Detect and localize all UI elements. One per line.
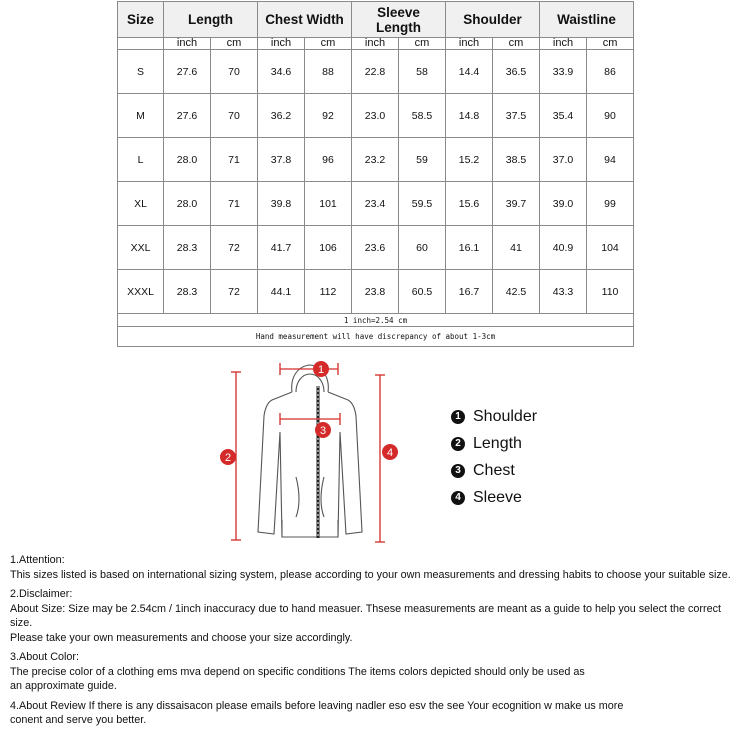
table-row <box>118 94 634 138</box>
table-cell: 35.4 <box>540 94 587 138</box>
legend-number: 3 <box>451 464 465 478</box>
note-disclaimer <box>10 587 745 645</box>
measurement-legend <box>451 403 537 511</box>
legend-number: 2 <box>451 437 465 451</box>
table-cell: 39.7 <box>493 182 540 226</box>
table-cell: 42.5 <box>493 270 540 314</box>
table-row <box>118 182 634 226</box>
table-cell: 23.6 <box>352 226 399 270</box>
table-cell: 39.0 <box>540 182 587 226</box>
table-cell: 28.3 <box>164 226 211 270</box>
table-cell: 15.6 <box>446 182 493 226</box>
note-line: 2.Disclaimer: <box>10 588 73 600</box>
table-cell: 96 <box>305 138 352 182</box>
table-cell: 15.2 <box>446 138 493 182</box>
size-cell: M <box>118 94 164 138</box>
table-cell: 28.0 <box>164 182 211 226</box>
table-cell: 28.3 <box>164 270 211 314</box>
table-cell: 58 <box>399 50 446 94</box>
table-cell: 23.0 <box>352 94 399 138</box>
table-cell: 37.0 <box>540 138 587 182</box>
table-cell: 38.5 <box>493 138 540 182</box>
table-cell: 28.0 <box>164 138 211 182</box>
table-cell: 104 <box>587 226 634 270</box>
legend-item-length <box>451 430 537 457</box>
table-cell: 60 <box>399 226 446 270</box>
note-line: Please take your own measurements and choose your size accordingly. <box>10 631 353 644</box>
measure-note: Hand measurement will have discrepancy of about 1-3cm <box>118 327 634 347</box>
unit-cell: cm <box>211 38 258 50</box>
units-blank <box>118 38 164 50</box>
measure-lines <box>231 363 385 542</box>
header-sleeve-length: Sleeve Length <box>352 2 446 38</box>
legend-label: Shoulder <box>473 407 538 425</box>
size-cell: S <box>118 50 164 94</box>
table-cell: 99 <box>587 182 634 226</box>
note-line: 3.About Color: <box>10 651 80 663</box>
table-cell: 16.7 <box>446 270 493 314</box>
table-cell: 41.7 <box>258 226 305 270</box>
legend-item-shoulder <box>451 403 537 430</box>
legend-item-sleeve <box>451 484 537 511</box>
legend-number: 4 <box>451 491 465 505</box>
legend-item-chest <box>451 457 537 484</box>
table-cell: 34.6 <box>258 50 305 94</box>
marker-1 <box>313 361 329 377</box>
unit-cell: inch <box>352 38 399 50</box>
table-cell: 23.4 <box>352 182 399 226</box>
table-cell: 110 <box>587 270 634 314</box>
table-cell: 27.6 <box>164 50 211 94</box>
table-cell: 86 <box>587 50 634 94</box>
table-cell: 23.8 <box>352 270 399 314</box>
table-row <box>118 226 634 270</box>
note-line: an approximate guide. <box>10 680 117 692</box>
marker-2 <box>220 449 236 465</box>
table-cell: 101 <box>305 182 352 226</box>
conversion-note: 1 inch=2.54 cm <box>118 314 634 327</box>
legend-number: 1 <box>451 410 465 424</box>
table-cell: 72 <box>211 270 258 314</box>
measure-note-row <box>118 327 634 347</box>
table-cell: 43.3 <box>540 270 587 314</box>
table-cell: 39.8 <box>258 182 305 226</box>
unit-cell: cm <box>493 38 540 50</box>
header-waistline: Waistline <box>540 2 634 38</box>
size-cell: XL <box>118 182 164 226</box>
header-row <box>118 2 634 38</box>
jacket-measurement-diagram <box>210 352 410 552</box>
note-line: 1.Attention: <box>10 554 65 566</box>
svg-text:2: 2 <box>224 452 232 464</box>
note-line: The precise color of a clothing ems mva depend on specific conditions The items colors depicted should only be used as <box>10 665 585 678</box>
header-length: Length <box>164 2 258 38</box>
size-cell: L <box>118 138 164 182</box>
table-cell: 92 <box>305 94 352 138</box>
table-cell: 94 <box>587 138 634 182</box>
table-cell: 36.5 <box>493 50 540 94</box>
table-cell: 22.8 <box>352 50 399 94</box>
svg-text:1: 1 <box>317 364 325 376</box>
header-size: Size <box>118 2 164 38</box>
table-row <box>118 138 634 182</box>
table-cell: 27.6 <box>164 94 211 138</box>
note-review <box>10 699 745 728</box>
note-line: 4.About Review If there is any dissaisacon please emails before leaving nadler eso esv the see Your ecognition w make us more <box>10 699 624 712</box>
table-cell: 72 <box>211 226 258 270</box>
unit-cell: inch <box>446 38 493 50</box>
units-row <box>118 38 634 50</box>
size-cell: XXL <box>118 226 164 270</box>
jacket-outline <box>258 365 362 537</box>
table-cell: 70 <box>211 94 258 138</box>
unit-cell: inch <box>164 38 211 50</box>
note-color <box>10 650 745 694</box>
table-cell: 36.2 <box>258 94 305 138</box>
table-cell: 88 <box>305 50 352 94</box>
table-cell: 58.5 <box>399 94 446 138</box>
table-cell: 16.1 <box>446 226 493 270</box>
legend-label: Length <box>473 434 522 452</box>
table-cell: 60.5 <box>399 270 446 314</box>
note-line: About Size: Size may be 2.54cm / 1inch inaccuracy due to hand measuer. Thsese measurements are meant as a guide to help you select the correct size. <box>10 602 721 629</box>
note-line: This sizes listed is based on international sizing system, please according to your own measurements and dressing habits to choose your suitable size. <box>10 568 731 581</box>
marker-4 <box>382 444 398 460</box>
note-line: conent and serve you better. <box>10 714 147 726</box>
table-cell: 37.5 <box>493 94 540 138</box>
table-cell: 44.1 <box>258 270 305 314</box>
table-row <box>118 270 634 314</box>
svg-text:3: 3 <box>319 425 327 437</box>
legend-label: Chest <box>473 461 515 479</box>
table-cell: 106 <box>305 226 352 270</box>
note-attention <box>10 553 745 582</box>
unit-cell: cm <box>587 38 634 50</box>
table-cell: 90 <box>587 94 634 138</box>
unit-cell: cm <box>399 38 446 50</box>
marker-3 <box>315 422 331 438</box>
table-row <box>118 50 634 94</box>
conversion-note-row <box>118 314 634 327</box>
table-cell: 112 <box>305 270 352 314</box>
unit-cell: inch <box>540 38 587 50</box>
table-cell: 59 <box>399 138 446 182</box>
svg-text:4: 4 <box>386 447 394 459</box>
unit-cell: inch <box>258 38 305 50</box>
header-shoulder: Shoulder <box>446 2 540 38</box>
table-cell: 14.4 <box>446 50 493 94</box>
unit-cell: cm <box>305 38 352 50</box>
table-cell: 14.8 <box>446 94 493 138</box>
table-cell: 70 <box>211 50 258 94</box>
legend-label: Sleeve <box>473 488 522 506</box>
table-cell: 71 <box>211 138 258 182</box>
table-cell: 33.9 <box>540 50 587 94</box>
header-chest-width: Chest Width <box>258 2 352 38</box>
table-cell: 40.9 <box>540 226 587 270</box>
table-cell: 41 <box>493 226 540 270</box>
table-cell: 37.8 <box>258 138 305 182</box>
table-cell: 59.5 <box>399 182 446 226</box>
size-chart-table <box>117 1 634 347</box>
table-cell: 23.2 <box>352 138 399 182</box>
table-cell: 71 <box>211 182 258 226</box>
notes-section <box>10 553 745 733</box>
size-cell: XXXL <box>118 270 164 314</box>
